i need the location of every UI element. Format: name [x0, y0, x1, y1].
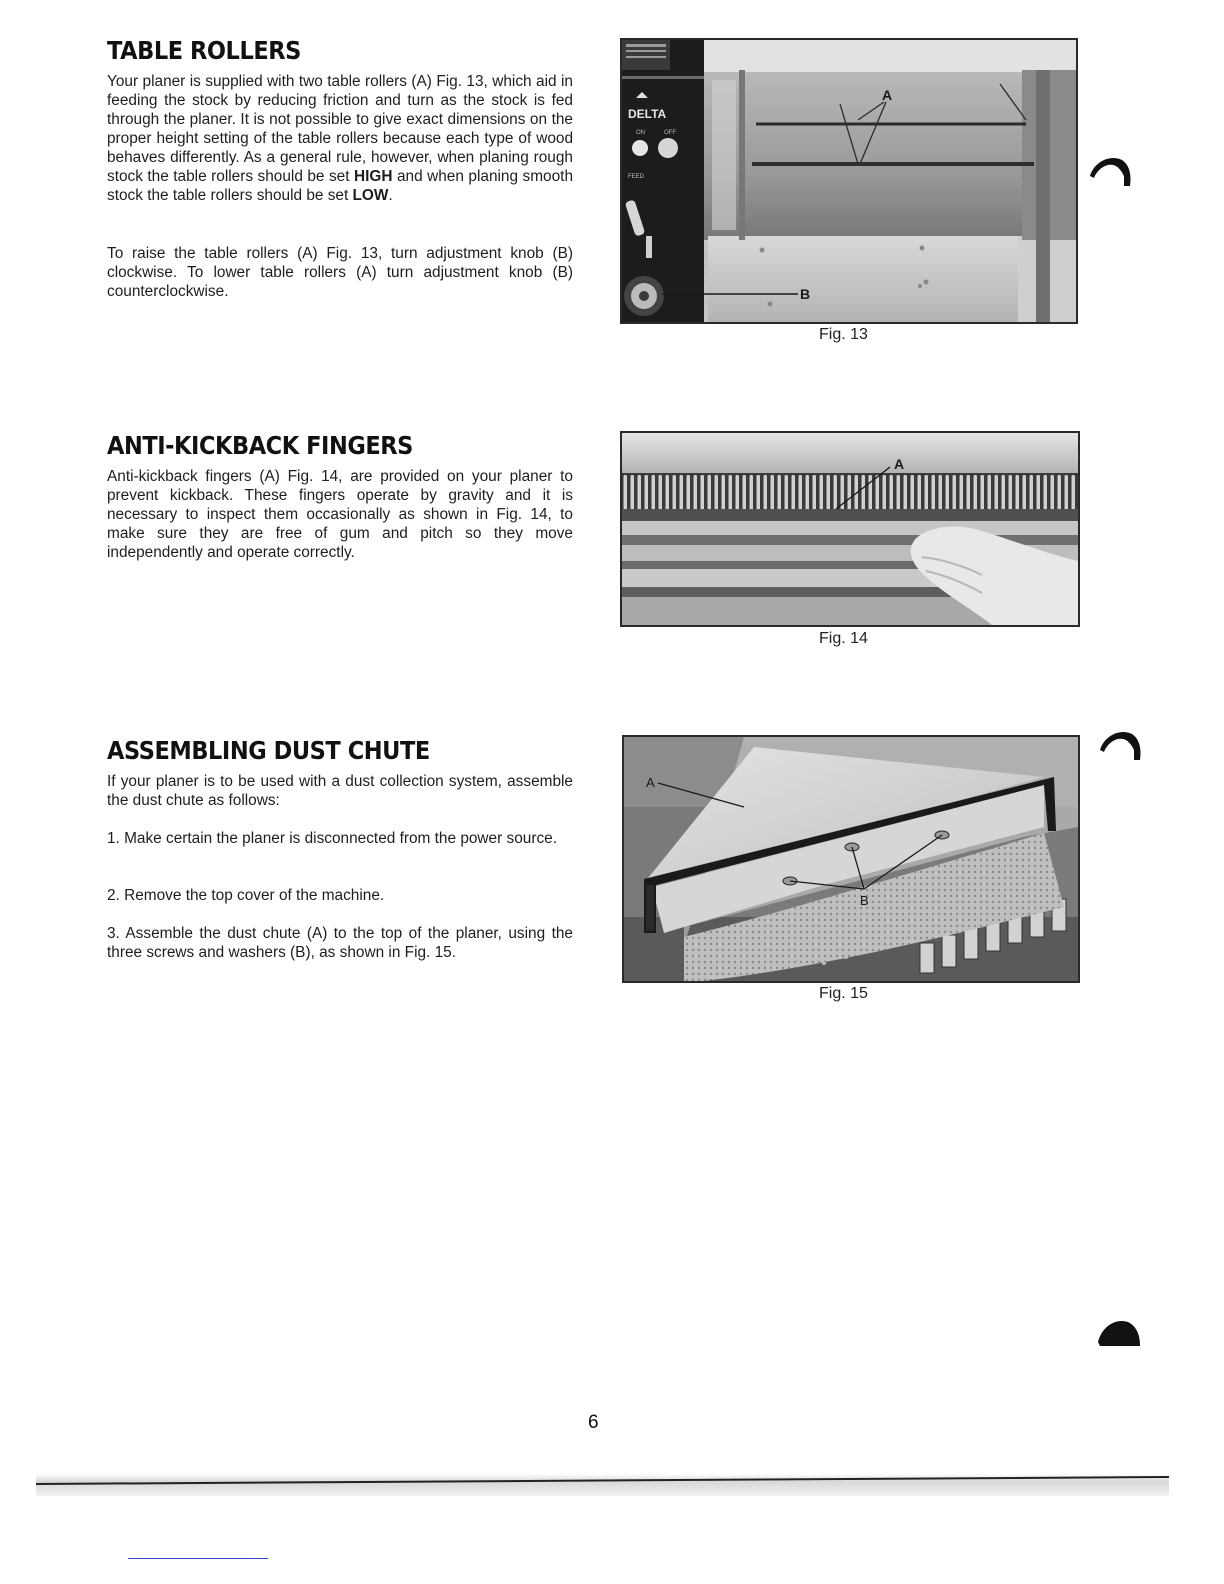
figure-14-caption: Fig. 14: [819, 630, 868, 647]
figure-15-caption: Fig. 15: [819, 985, 868, 1002]
page-number: 6: [588, 1412, 599, 1433]
heading-table-rollers: TABLE ROLLERS: [107, 36, 301, 65]
dust-chute-step-3: 3. Assemble the dust chute (A) to the top of the planer, using the three screws and washers (B), as shown in Fig. 15.: [107, 925, 573, 961]
svg-text:FEED: FEED: [628, 174, 645, 180]
dust-chute-step-1: 1. Make certain the planer is disconnected from the power source.: [107, 830, 557, 847]
binder-hole-mark: [1088, 152, 1134, 188]
planer-table-rollers-image: [622, 40, 1076, 322]
figure-14-photo: [620, 431, 1080, 627]
fig13-label-a: A: [882, 87, 893, 103]
dust-chute-step-2: 2. Remove the top cover of the machine.: [107, 887, 385, 904]
anti-kickback-fingers-image: [622, 433, 1078, 625]
fig14-label-a: A: [894, 456, 905, 472]
svg-text:OFF: OFF: [664, 130, 676, 136]
link-underline: [128, 1558, 268, 1559]
anti-kickback-paragraph: Anti-kickback fingers (A) Fig. 14, are provided on your planer to prevent kickback. These fingers operate by gravity and it is necessary to inspect them occasionally as shown in Fig. 14, to make sure they are free of gum and pitch so they move independently and operate correctly.: [107, 468, 573, 561]
fig15-label-b: B: [860, 893, 869, 908]
binder-hole-mark: [1098, 726, 1144, 762]
svg-text:ON: ON: [636, 130, 645, 136]
heading-dust-chute: ASSEMBLING DUST CHUTE: [107, 736, 430, 765]
fig15-label-a: A: [646, 775, 655, 790]
figure-13-photo: [620, 38, 1078, 324]
delta-brand-label: DELTA: [628, 107, 667, 121]
high-setting: HIGH: [354, 168, 393, 185]
low-setting: LOW: [352, 187, 389, 204]
table-rollers-paragraph-1: Your planer is supplied with two table rollers (A) Fig. 13, which aid in feeding the stock by reducing friction and turn as the stock is fed through the planer. It is not possible to give exact dimensions on the proper height setting of the table rollers because each type of wood behaves differently. As a general rule, however, when planing rough stock the table rollers should be set HIGH and when planing smooth stock the table rollers should be set LOW.: [107, 73, 574, 204]
fig13-label-b: B: [800, 286, 811, 302]
bottom-scan-edge: [36, 1474, 1169, 1496]
figure-13-caption: Fig. 13: [819, 326, 868, 343]
dust-chute-intro: If your planer is to be used with a dust collection system, assemble the dust chute as follows:: [107, 773, 573, 809]
heading-anti-kickback: ANTI-KICKBACK FINGERS: [107, 431, 413, 460]
dust-chute-assembly-image: [624, 737, 1078, 981]
binder-hole-mark: [1096, 1314, 1142, 1350]
table-rollers-paragraph-2: To raise the table rollers (A) Fig. 13, turn adjustment knob (B) clockwise. To lower table rollers (A) turn adjustment knob (B) counterclockwise.: [107, 245, 573, 300]
figure-15-photo: [622, 735, 1080, 983]
